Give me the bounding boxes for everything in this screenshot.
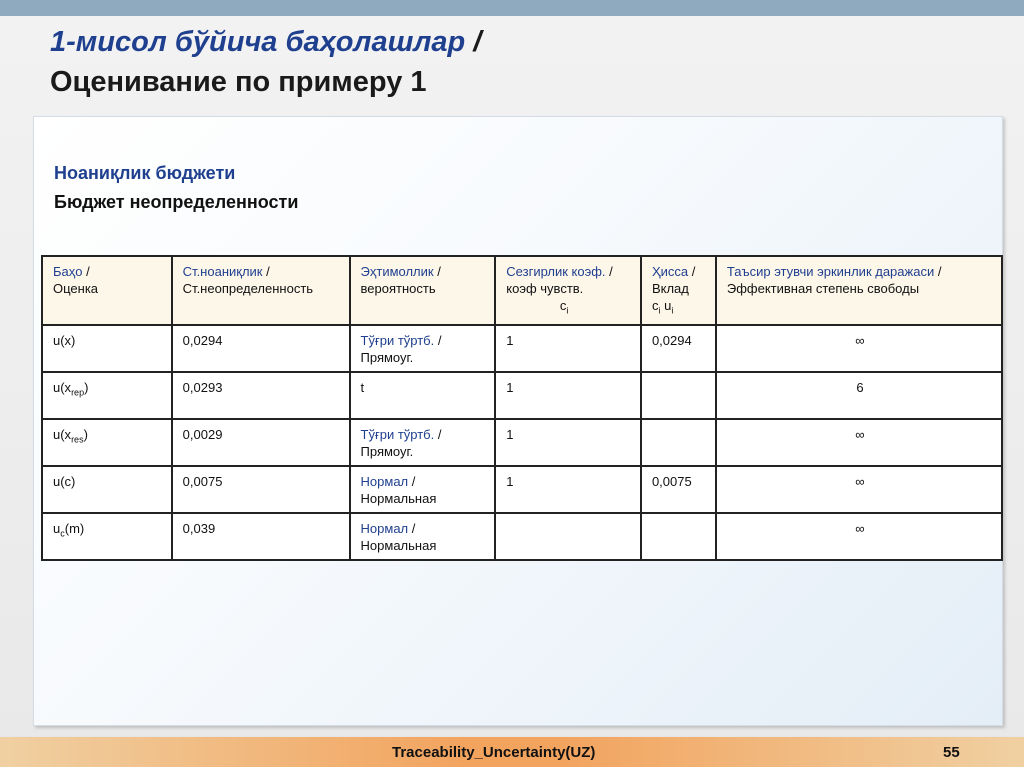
title-separator: / (473, 26, 482, 58)
header-estimate: Баҳо / Оценка (42, 256, 172, 325)
footer-text: Traceability_Uncertainty(UZ) (392, 744, 596, 761)
table-row: $u(x_{res})$ 0,0029 Тўғри тўртб. / Прямоуг. 1 ∞ (42, 419, 1002, 466)
table-row: u(x) 0,0294 Тўғри тўртб. / Прямоуг. 1 0,0294 ∞ (42, 325, 1002, 372)
table-header-row (42, 256, 1002, 325)
subtitle-uz: Ноаниқлик бюджети (54, 163, 236, 183)
table-row: $u(x_{rep})$ 0,0293 t 1 6 (42, 372, 1002, 419)
header-sensitivity: Сезгирлик коэф. / коэф чувств. $c_i$ (495, 256, 641, 325)
table-row: $u_c(m)$ 0,039 Нормал / Нормальная ∞ (42, 513, 1002, 560)
header-dof: Таъсир этувчи эркинлик даражаси / Эффективная степень свободы (716, 256, 1002, 325)
uncertainty-budget-table (41, 255, 1003, 561)
page-number: 55 (943, 744, 960, 761)
header-probability: Эҳтимоллик / вероятность (350, 256, 496, 325)
header-contribution: Ҳисса / Вклад $c_i$ $u_i$ (641, 256, 716, 325)
table-row: u(c) 0,0075 Нормал / Нормальная 1 0,0075 ∞ (42, 466, 1002, 513)
top-stripe (0, 0, 1024, 16)
slide-title (50, 22, 481, 102)
subtitle-ru: Бюджет неопределенности (54, 192, 299, 212)
title-uz: 1-мисол бўйича баҳолашлар (50, 26, 466, 58)
title-ru: Оценивание по примеру 1 (50, 66, 427, 98)
header-std-uncertainty: Ст.ноаниқлик / Ст.неопределенность (172, 256, 350, 325)
